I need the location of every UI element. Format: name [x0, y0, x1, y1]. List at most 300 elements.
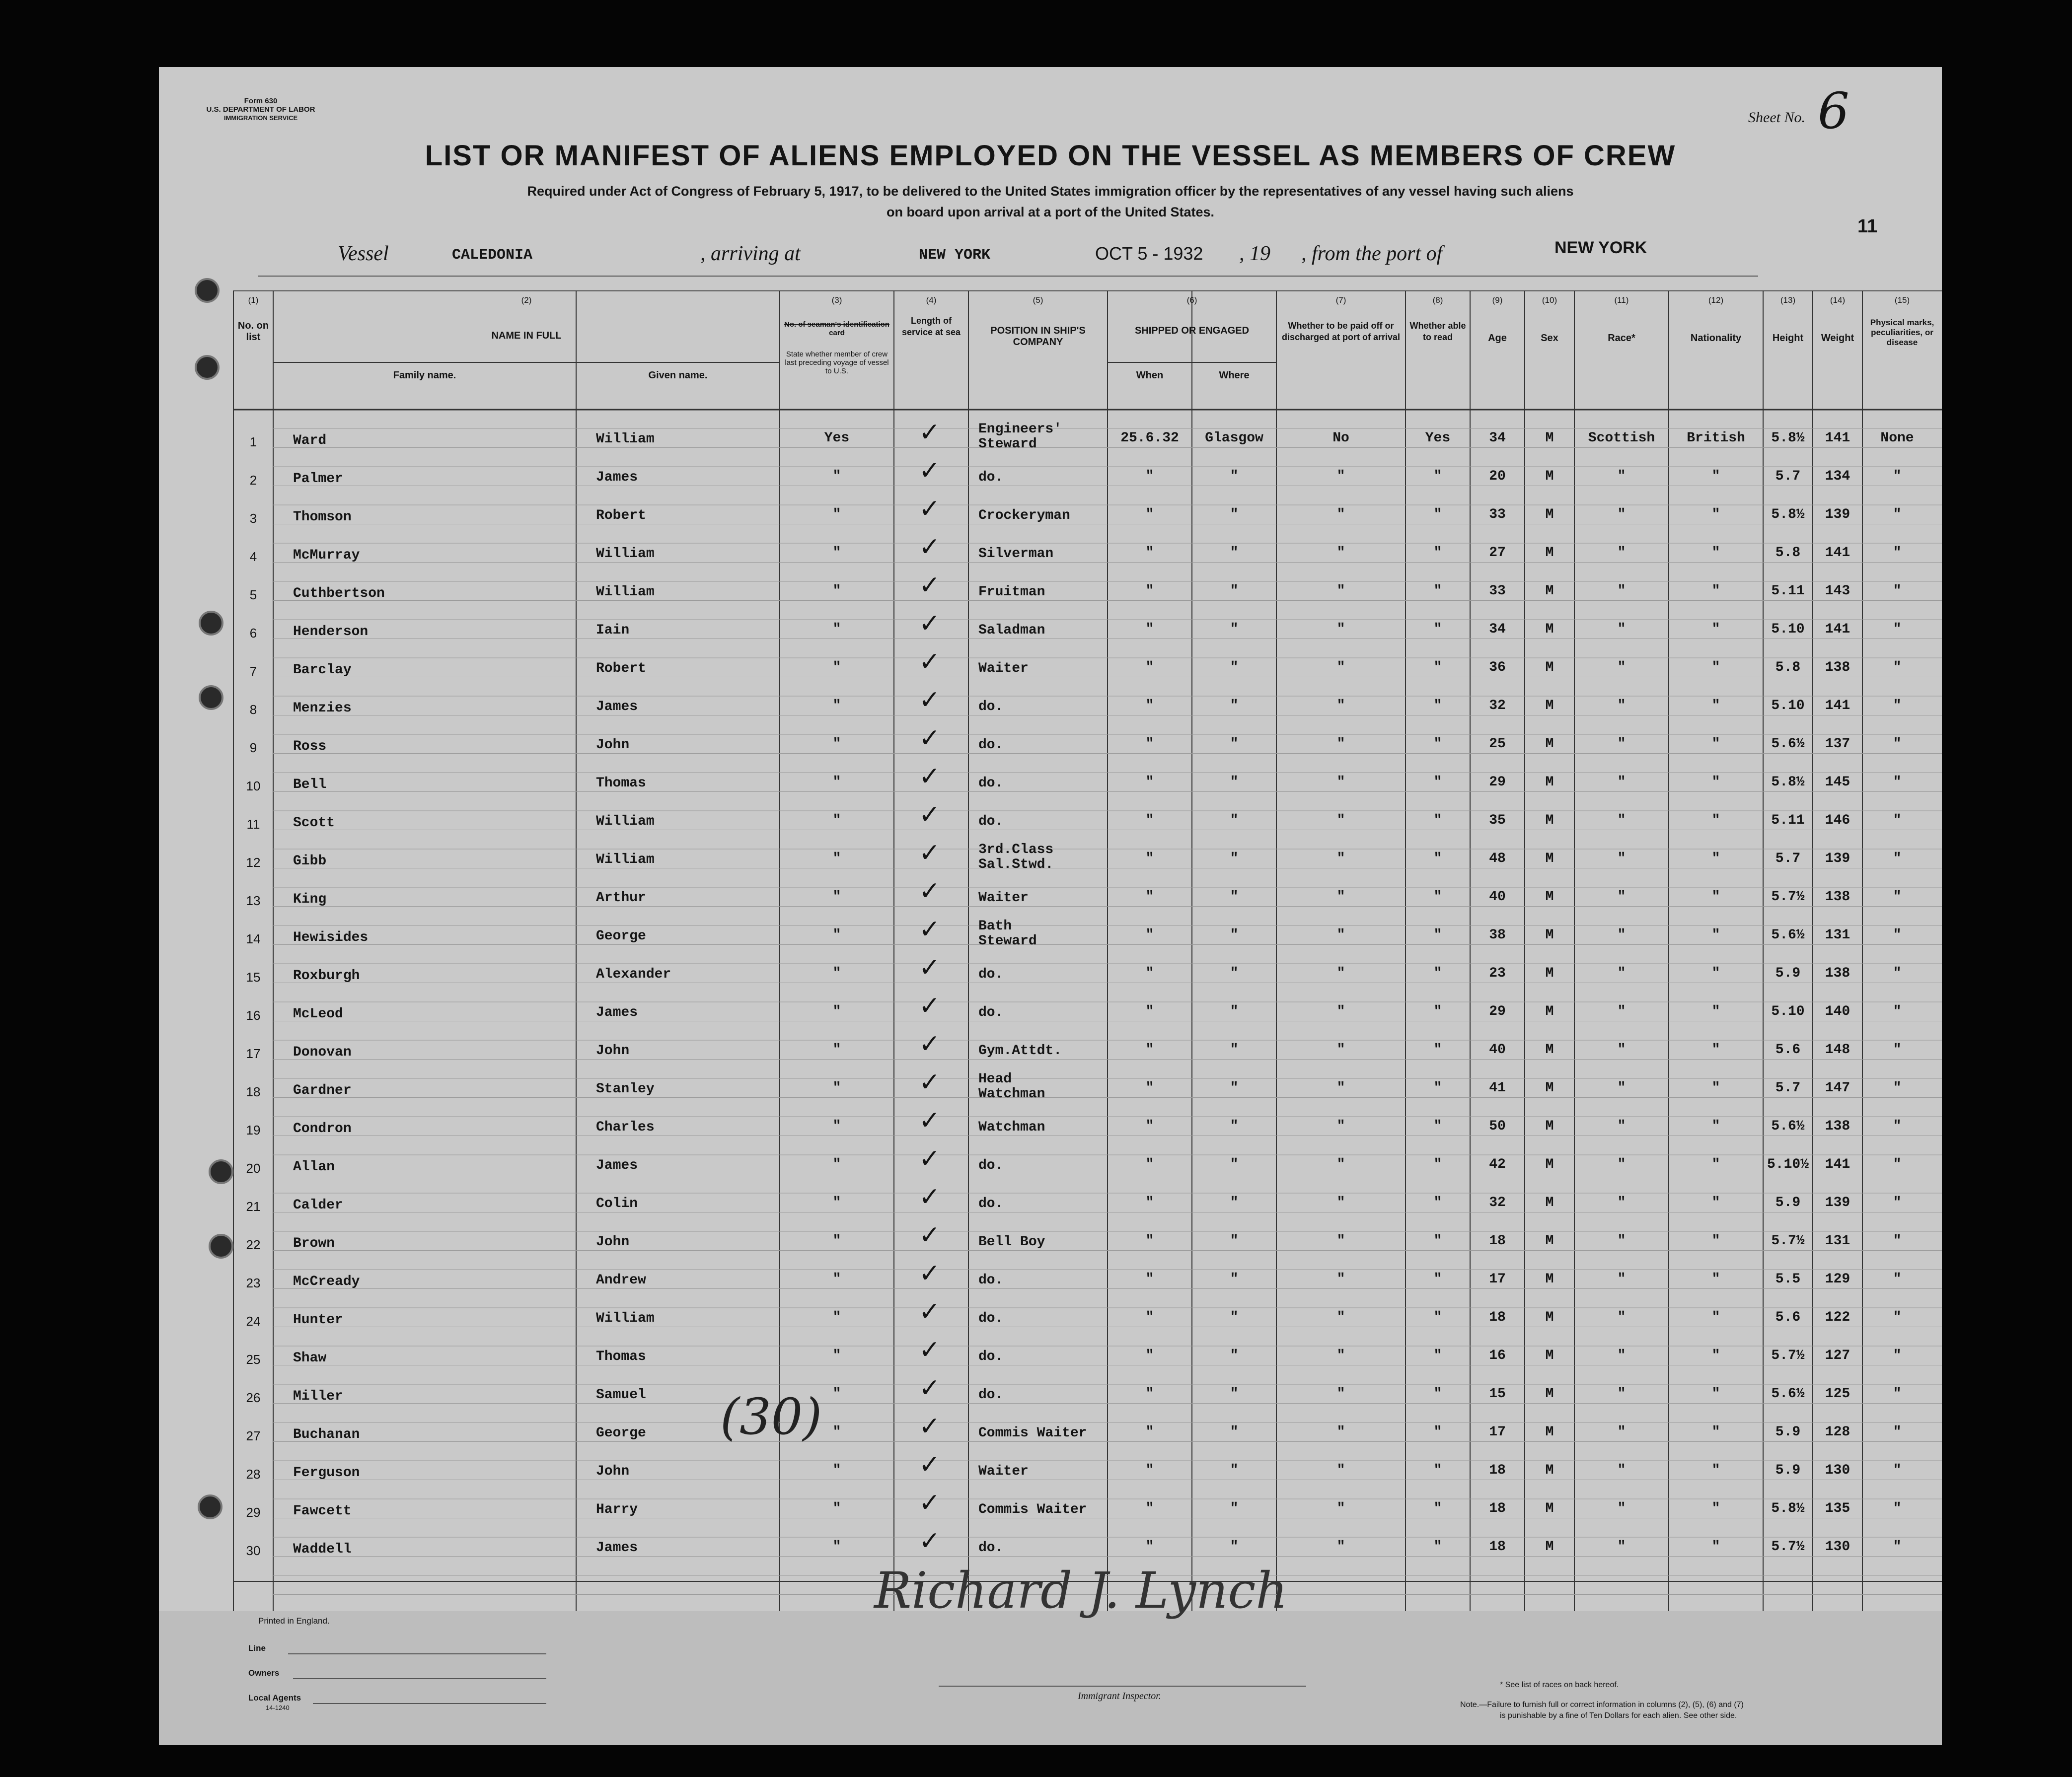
family-name: Buchanan — [293, 1427, 360, 1442]
shipped-when: " — [1145, 927, 1154, 943]
from-port: NEW YORK — [1554, 238, 1647, 257]
sex: M — [1545, 1386, 1554, 1402]
paid-off: " — [1336, 698, 1345, 713]
col-header-race: Race* — [1608, 333, 1635, 344]
shipped-when: " — [1145, 1195, 1154, 1210]
preceding-voyage: " — [832, 1424, 841, 1440]
paid-off: " — [1336, 545, 1345, 561]
service-check-mark: ✓ — [919, 1526, 941, 1556]
weight: 146 — [1825, 813, 1850, 828]
sex: M — [1545, 813, 1554, 828]
col-num-10: (10) — [1542, 295, 1557, 305]
race: " — [1617, 1080, 1626, 1096]
preceding-voyage: " — [832, 1004, 841, 1019]
family-name: Barclay — [293, 662, 352, 678]
shipped-when: " — [1145, 775, 1154, 790]
service-check-mark: ✓ — [919, 1106, 941, 1136]
binder-hole — [209, 1234, 233, 1259]
nationality: " — [1711, 775, 1720, 790]
row-number: 18 — [246, 1084, 261, 1099]
able-to-read: Yes — [1425, 430, 1451, 446]
preceding-voyage: " — [832, 1386, 841, 1402]
preceding-voyage: " — [832, 1080, 841, 1096]
agents-rule — [313, 1703, 546, 1704]
family-name: Hunter — [293, 1312, 343, 1328]
agents-code: 14-1240 — [266, 1704, 290, 1711]
height: 5.7½ — [1771, 1348, 1805, 1363]
age: 18 — [1489, 1539, 1506, 1555]
row-number: 3 — [249, 511, 257, 526]
shipped-where: Glasgow — [1205, 430, 1263, 446]
position: do. — [978, 776, 1004, 791]
signature-rule — [939, 1686, 1306, 1687]
shipped-when: " — [1145, 1310, 1154, 1325]
sex: M — [1545, 851, 1554, 866]
col-header-preceding-voyage: State whether member of crew last preceding voyage of vessel to U.S. — [785, 350, 889, 375]
physical-marks: " — [1893, 1233, 1902, 1249]
weight: 141 — [1825, 430, 1850, 446]
family-name: Menzies — [293, 701, 352, 716]
physical-marks: None — [1880, 430, 1914, 446]
height: 5.8½ — [1771, 1501, 1805, 1516]
race: " — [1617, 660, 1626, 675]
sex: M — [1545, 1310, 1554, 1325]
race: " — [1617, 736, 1626, 752]
age: 29 — [1489, 775, 1506, 790]
shipped-when: " — [1145, 851, 1154, 866]
binder-hole — [199, 685, 223, 710]
row-number: 10 — [246, 779, 261, 793]
paid-off: " — [1336, 1501, 1345, 1516]
arriving-label: , arriving at — [700, 242, 801, 265]
weight: 122 — [1825, 1310, 1850, 1325]
physical-marks: " — [1893, 1004, 1902, 1019]
row-number: 11 — [246, 817, 260, 832]
position: Silverman — [978, 546, 1054, 562]
position: Head — [978, 1071, 1012, 1087]
family-name: Miller — [293, 1389, 343, 1404]
given-name: Robert — [596, 661, 646, 676]
service-check-mark: ✓ — [919, 723, 941, 753]
age: 17 — [1489, 1272, 1506, 1287]
nationality: British — [1687, 430, 1745, 446]
nationality: " — [1711, 1042, 1720, 1058]
height: 5.6½ — [1771, 736, 1805, 752]
position: Fruitman — [978, 584, 1045, 600]
preceding-voyage: " — [832, 1348, 841, 1363]
paid-off: " — [1336, 1424, 1345, 1440]
race: Scottish — [1588, 430, 1655, 446]
service-name: IMMIGRATION SERVICE — [223, 114, 298, 122]
given-name: Samuel — [596, 1387, 646, 1403]
nationality: " — [1711, 583, 1720, 599]
col-num-4: (4) — [926, 295, 937, 305]
binder-hole — [195, 355, 220, 380]
height: 5.7 — [1775, 851, 1801, 866]
shipped-where: " — [1230, 698, 1239, 713]
row-number: 19 — [246, 1123, 261, 1137]
col-header-where: Where — [1219, 370, 1250, 381]
able-to-read: " — [1433, 469, 1442, 484]
family-name: Donovan — [293, 1045, 352, 1060]
row-number: 6 — [249, 626, 257, 640]
shipped-where: " — [1230, 736, 1239, 752]
able-to-read: " — [1433, 736, 1442, 752]
physical-marks: " — [1893, 1386, 1902, 1402]
given-name: Arthur — [596, 890, 646, 906]
col-header-weight: Weight — [1821, 333, 1854, 344]
able-to-read: " — [1433, 1424, 1442, 1440]
age: 27 — [1489, 545, 1506, 561]
shipped-where: " — [1230, 1080, 1239, 1096]
shipped-where: " — [1230, 469, 1239, 484]
agents-label: Local Agents — [248, 1693, 301, 1703]
age: 41 — [1489, 1080, 1506, 1096]
height: 5.10½ — [1767, 1157, 1809, 1172]
given-name: William — [596, 431, 655, 447]
sex: M — [1545, 1348, 1554, 1363]
given-name: Stanley — [596, 1081, 655, 1097]
subtitle-line-2: on board upon arrival at a port of the United States. — [886, 205, 1215, 219]
col-header-name: NAME IN FULL — [491, 330, 562, 341]
service-check-mark: ✓ — [919, 1373, 941, 1403]
paid-off: " — [1336, 507, 1345, 522]
family-name: Bell — [293, 777, 327, 792]
age: 32 — [1489, 698, 1506, 713]
corner-number: 11 — [1857, 216, 1878, 237]
shipped-when: " — [1145, 1539, 1154, 1555]
sex: M — [1545, 698, 1554, 713]
page-title: LIST OR MANIFEST OF ALIENS EMPLOYED ON THE VESSEL AS MEMBERS OF CREW — [425, 140, 1676, 172]
race: " — [1617, 927, 1626, 943]
weight: 139 — [1825, 507, 1850, 522]
shipped-where: " — [1230, 1386, 1239, 1402]
row-number: 5 — [249, 587, 257, 602]
position: do. — [978, 699, 1004, 714]
shipped-where: " — [1230, 851, 1239, 866]
race: " — [1617, 1272, 1626, 1287]
physical-marks: " — [1893, 1195, 1902, 1210]
race: " — [1617, 1195, 1626, 1210]
weight: 147 — [1825, 1080, 1850, 1096]
col-num-6: (6) — [1186, 295, 1197, 305]
preceding-voyage: " — [832, 1272, 841, 1287]
physical-marks: " — [1893, 966, 1902, 981]
given-name: Harry — [596, 1502, 638, 1517]
paid-off: " — [1336, 1539, 1345, 1555]
binder-hole — [199, 611, 223, 636]
physical-marks: " — [1893, 1119, 1902, 1134]
shipped-when: " — [1145, 698, 1154, 713]
weight: 131 — [1825, 1233, 1850, 1249]
position: Waiter — [978, 661, 1029, 676]
shipped-when: " — [1145, 1157, 1154, 1172]
physical-marks: " — [1893, 583, 1902, 599]
race: " — [1617, 1386, 1626, 1402]
paid-off: " — [1336, 813, 1345, 828]
service-check-mark: ✓ — [919, 1220, 941, 1250]
paid-off: " — [1336, 583, 1345, 599]
service-check-mark: ✓ — [919, 876, 941, 906]
weight: 141 — [1825, 1157, 1850, 1172]
shipped-where: " — [1230, 1424, 1239, 1440]
service-check-mark: ✓ — [919, 1029, 941, 1059]
nationality: " — [1711, 1157, 1720, 1172]
col-header-physical-marks: Physical marks, peculiarities, or disease — [1870, 318, 1934, 347]
family-name: Cuthbertson — [293, 586, 385, 601]
col-num-12: (12) — [1708, 295, 1724, 305]
position: do. — [978, 1196, 1004, 1211]
given-name: James — [596, 1540, 638, 1556]
shipped-when: " — [1145, 1501, 1154, 1516]
height: 5.10 — [1771, 1004, 1805, 1019]
race: " — [1617, 851, 1626, 866]
owners-rule — [293, 1678, 546, 1679]
given-name: William — [596, 546, 655, 562]
sex: M — [1545, 1233, 1554, 1249]
shipped-where: " — [1230, 1042, 1239, 1058]
from-label: , from the port of — [1301, 242, 1443, 265]
col-header-shipped-engaged: SHIPPED OR ENGAGED — [1134, 325, 1250, 336]
age: 34 — [1489, 430, 1506, 446]
age: 33 — [1489, 583, 1506, 599]
given-name: William — [596, 852, 655, 867]
position: do. — [978, 1387, 1004, 1403]
able-to-read: " — [1433, 775, 1442, 790]
binder-hole — [209, 1159, 233, 1184]
physical-marks: " — [1893, 1080, 1902, 1096]
col-num-9: (9) — [1492, 295, 1503, 305]
able-to-read: " — [1433, 851, 1442, 866]
physical-marks: " — [1893, 1463, 1902, 1478]
race: " — [1617, 813, 1626, 828]
able-to-read: " — [1433, 583, 1442, 599]
shipped-where: " — [1230, 1119, 1239, 1134]
position: Bath — [978, 919, 1012, 934]
preceding-voyage: " — [832, 1042, 841, 1058]
age: 32 — [1489, 1195, 1506, 1210]
service-check-mark: ✓ — [919, 685, 941, 715]
position-line-2: Watchman — [978, 1086, 1045, 1102]
inspector-signature: Richard J. Lynch — [874, 1562, 1288, 1620]
row-number: 21 — [246, 1199, 261, 1214]
able-to-read: " — [1433, 1310, 1442, 1325]
service-check-mark: ✓ — [919, 1450, 941, 1480]
age: 20 — [1489, 469, 1506, 484]
preceding-voyage: " — [832, 698, 841, 713]
family-name: Gibb — [293, 853, 327, 869]
physical-marks: " — [1893, 507, 1902, 522]
paid-off: " — [1336, 1233, 1345, 1249]
age: 50 — [1489, 1119, 1506, 1134]
shipped-where: " — [1230, 966, 1239, 981]
given-name: Iain — [596, 623, 630, 638]
height: 5.8½ — [1771, 430, 1805, 446]
row-number: 8 — [249, 702, 257, 717]
preceding-voyage: " — [832, 1157, 841, 1172]
height: 5.5 — [1775, 1272, 1801, 1287]
paid-off: " — [1336, 1004, 1345, 1019]
service-check-mark: ✓ — [919, 915, 941, 944]
service-check-mark: ✓ — [919, 800, 941, 830]
service-check-mark: ✓ — [919, 1297, 941, 1327]
age: 25 — [1489, 736, 1506, 752]
weight: 138 — [1825, 660, 1850, 675]
nationality: " — [1711, 1004, 1720, 1019]
shipped-where: " — [1230, 660, 1239, 675]
nationality: " — [1711, 469, 1720, 484]
preceding-voyage: " — [832, 1195, 841, 1210]
position: Crockeryman — [978, 508, 1070, 523]
position: do. — [978, 1311, 1004, 1326]
height: 5.6½ — [1771, 927, 1805, 943]
nationality: " — [1711, 813, 1720, 828]
shipped-where: " — [1230, 545, 1239, 561]
age: 40 — [1489, 1042, 1506, 1058]
col-num-3: (3) — [831, 295, 842, 305]
service-check-mark: ✓ — [919, 647, 941, 677]
nationality: " — [1711, 1424, 1720, 1440]
weight: 143 — [1825, 583, 1850, 599]
service-check-mark: ✓ — [919, 1335, 941, 1365]
col-num-15: (15) — [1894, 295, 1910, 305]
preceding-voyage: Yes — [824, 430, 850, 446]
service-check-mark: ✓ — [919, 1182, 941, 1212]
weight: 129 — [1825, 1272, 1850, 1287]
service-check-mark: ✓ — [919, 762, 941, 791]
shipped-where: " — [1230, 775, 1239, 790]
age: 15 — [1489, 1386, 1506, 1402]
height: 5.7½ — [1771, 889, 1805, 905]
shipped-when: " — [1145, 1348, 1154, 1363]
position: Saladman — [978, 623, 1045, 638]
nationality: " — [1711, 1501, 1720, 1516]
family-name: Hewisides — [293, 930, 369, 945]
service-check-mark: ✓ — [919, 838, 941, 868]
sex: M — [1545, 622, 1554, 637]
col-header-able-to-read: Whether able to read — [1409, 321, 1466, 342]
able-to-read: " — [1433, 1042, 1442, 1058]
sex: M — [1545, 1539, 1554, 1555]
weight: 140 — [1825, 1004, 1850, 1019]
height: 5.7 — [1775, 1080, 1801, 1096]
nationality: " — [1711, 851, 1720, 866]
col-num-5: (5) — [1033, 295, 1043, 305]
row-number: 17 — [246, 1046, 261, 1061]
able-to-read: " — [1433, 1004, 1442, 1019]
height: 5.9 — [1775, 966, 1801, 981]
nationality: " — [1711, 660, 1720, 675]
age: 38 — [1489, 927, 1506, 943]
height: 5.8½ — [1771, 775, 1805, 790]
printed-in-england: Printed in England. — [258, 1616, 330, 1626]
race: " — [1617, 1157, 1626, 1172]
given-name: John — [596, 1043, 630, 1059]
preceding-voyage: " — [832, 583, 841, 599]
shipped-when: " — [1145, 1042, 1154, 1058]
position: do. — [978, 967, 1004, 982]
service-check-mark: ✓ — [919, 609, 941, 639]
shipped-where: " — [1230, 1272, 1239, 1287]
physical-marks: " — [1893, 927, 1902, 943]
sex: M — [1545, 1501, 1554, 1516]
nationality: " — [1711, 1539, 1720, 1555]
given-name: Robert — [596, 508, 646, 523]
weight: 141 — [1825, 698, 1850, 713]
shipped-where: " — [1230, 1195, 1239, 1210]
paid-off: " — [1336, 1348, 1345, 1363]
able-to-read: " — [1433, 1348, 1442, 1363]
sex: M — [1545, 430, 1554, 446]
shipped-where: " — [1230, 1463, 1239, 1478]
sex: M — [1545, 1195, 1554, 1210]
service-check-mark: ✓ — [919, 494, 941, 524]
sex: M — [1545, 1080, 1554, 1096]
position: do. — [978, 1540, 1004, 1556]
nationality: " — [1711, 1119, 1720, 1134]
preceding-voyage: " — [832, 1310, 841, 1325]
race: " — [1617, 1348, 1626, 1363]
height: 5.9 — [1775, 1195, 1801, 1210]
paid-off: " — [1336, 775, 1345, 790]
physical-marks: " — [1893, 775, 1902, 790]
paid-off: " — [1336, 889, 1345, 905]
row-number: 9 — [249, 740, 257, 755]
paid-off: " — [1336, 1119, 1345, 1134]
race: " — [1617, 1042, 1626, 1058]
shipped-where: " — [1230, 583, 1239, 599]
paid-off: " — [1336, 1386, 1345, 1402]
arrival-date: OCT 5 - 1932 — [1095, 243, 1203, 264]
race-footnote: * See list of races on back hereof. — [1500, 1681, 1619, 1689]
height: 5.8½ — [1771, 507, 1805, 522]
col-header-given-name: Given name. — [648, 370, 708, 381]
position: 3rd.Class — [978, 842, 1054, 857]
given-name: Colin — [596, 1196, 638, 1211]
row-number: 26 — [246, 1390, 261, 1405]
line-label: Line — [248, 1643, 266, 1653]
family-name: McLeod — [293, 1006, 343, 1022]
col-num-7: (7) — [1335, 295, 1346, 305]
col-num-2: (2) — [521, 295, 532, 305]
able-to-read: " — [1433, 545, 1442, 561]
race: " — [1617, 966, 1626, 981]
shipped-when: " — [1145, 889, 1154, 905]
age: 34 — [1489, 622, 1506, 637]
preceding-voyage: " — [832, 1463, 841, 1478]
weight: 138 — [1825, 889, 1850, 905]
shipped-when: " — [1145, 1004, 1154, 1019]
sex: M — [1545, 507, 1554, 522]
sex: M — [1545, 1004, 1554, 1019]
age: 40 — [1489, 889, 1506, 905]
position: Bell Boy — [978, 1234, 1045, 1250]
weight: 130 — [1825, 1463, 1850, 1478]
family-name: Palmer — [293, 471, 343, 487]
row-number: 14 — [246, 931, 261, 946]
col-header-id-card: No. of seaman's identification card — [784, 320, 889, 337]
shipped-where: " — [1230, 1157, 1239, 1172]
shipped-when: " — [1145, 813, 1154, 828]
owners-label: Owners — [248, 1668, 280, 1678]
position: Waiter — [978, 1464, 1029, 1479]
service-check-mark: ✓ — [919, 1412, 941, 1441]
row-number: 1 — [249, 434, 257, 449]
paid-off: " — [1336, 1272, 1345, 1287]
race: " — [1617, 1463, 1626, 1478]
position: Engineers' — [978, 422, 1062, 437]
physical-marks: " — [1893, 545, 1902, 561]
